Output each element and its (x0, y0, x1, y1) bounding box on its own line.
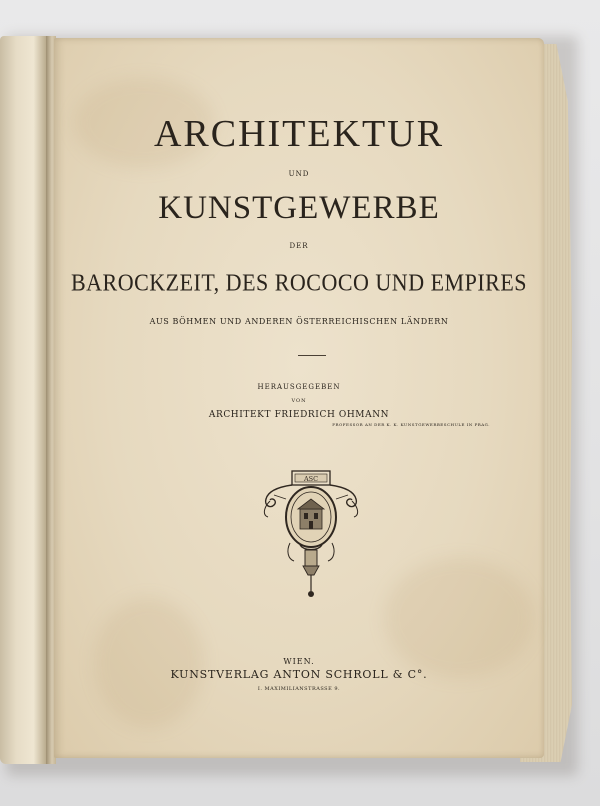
title-architektur: ARCHITEKTUR (153, 113, 445, 155)
conjunction-und: UND (288, 170, 310, 178)
author-name: ARCHITEKT FRIEDRICH OHMANN (208, 410, 390, 420)
author-title: PROFESSOR AN DER K. K. KUNSTGEWERBESCHULE IN PRAG. (332, 422, 490, 427)
edited-by: HERAUSGEGEBEN (257, 383, 341, 391)
preposition-von: VON (291, 398, 307, 404)
publisher-address: I. MAXIMILIANSTRASSE 9. (257, 686, 341, 692)
title-kunstgewerbe: KUNSTGEWERBE (158, 190, 440, 226)
title-era: BAROCKZEIT, DES ROCOCO UND EMPIRES (70, 268, 527, 296)
place-of-publication: WIEN. (283, 657, 315, 666)
publisher-seal-icon (256, 465, 366, 600)
article-der: DER (289, 242, 309, 250)
divider-rule (298, 355, 326, 356)
subtitle-origin: AUS BÖHMEN UND ANDEREN ÖSTERREICHISCHEN LÄNDERN (149, 317, 449, 326)
publisher-name: KUNSTVERLAG ANTON SCHROLL & C°. (170, 668, 428, 681)
monogram-text: ASC (303, 475, 319, 483)
